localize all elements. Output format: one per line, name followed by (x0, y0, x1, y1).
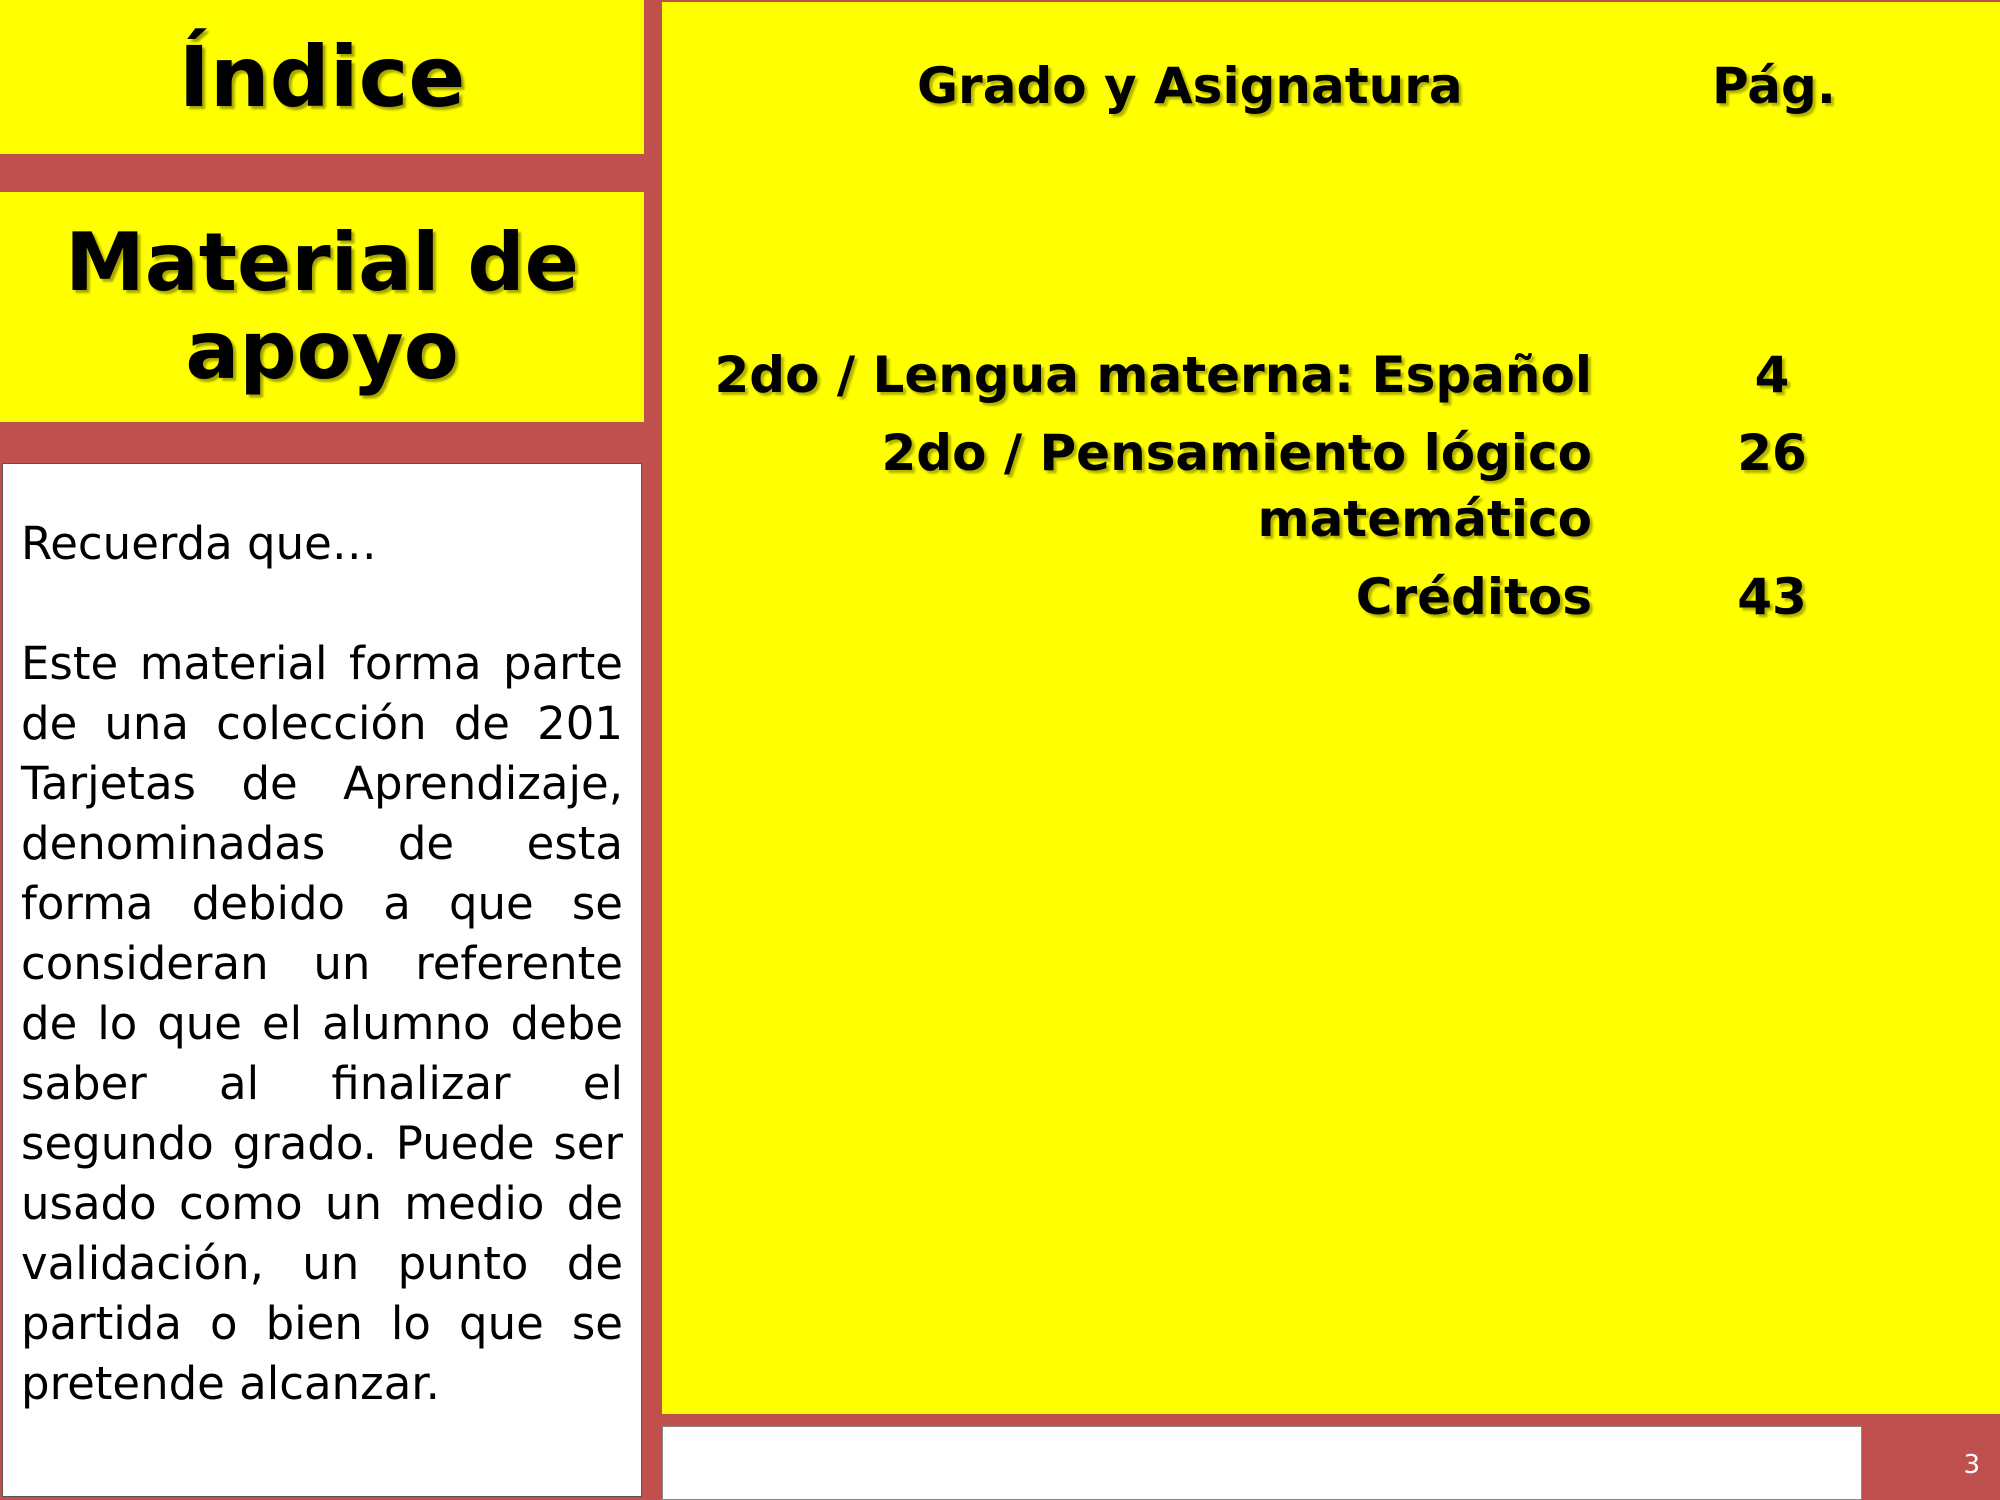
toc-row-subject: Créditos (1355, 568, 1592, 626)
footer-bar (662, 1426, 1862, 1500)
toc-header-page: Pág. (1712, 57, 1836, 115)
toc-row[interactable] (662, 342, 2000, 408)
toc-row-subject: 2do / Pensamiento lógico matemático (881, 424, 1592, 548)
toc-header-subject: Grado y Asignatura (917, 57, 1463, 115)
page-title: Índice (178, 27, 466, 126)
toc-list (662, 342, 2000, 642)
title-panel (0, 0, 644, 154)
toc-row-page: 4 (1754, 346, 1790, 404)
table-of-contents (662, 2, 2000, 1414)
note-body: Este material forma parte de una colección de 201 Tarjetas de Aprendizaje, denominadas de esta forma debido a que se consideran un referente de lo que el alumno debe saber al finalizar el segundo grado. Puede ser usado como un medio de validación, un punto de partida o bien lo que se pretende alcanzar. (21, 637, 623, 1410)
toc-row[interactable] (662, 420, 2000, 552)
toc-row-page: 26 (1737, 424, 1807, 482)
note-lead: Recuerda que… (21, 517, 377, 570)
subtitle-panel (0, 192, 644, 422)
reminder-note (2, 463, 642, 1497)
toc-row-page: 43 (1737, 568, 1807, 626)
page-subtitle: Material de apoyo (65, 216, 579, 397)
page-number: 3 (1963, 1450, 1980, 1480)
toc-row[interactable] (662, 564, 2000, 630)
toc-row-subject: 2do / Lengua materna: Español (714, 346, 1592, 404)
